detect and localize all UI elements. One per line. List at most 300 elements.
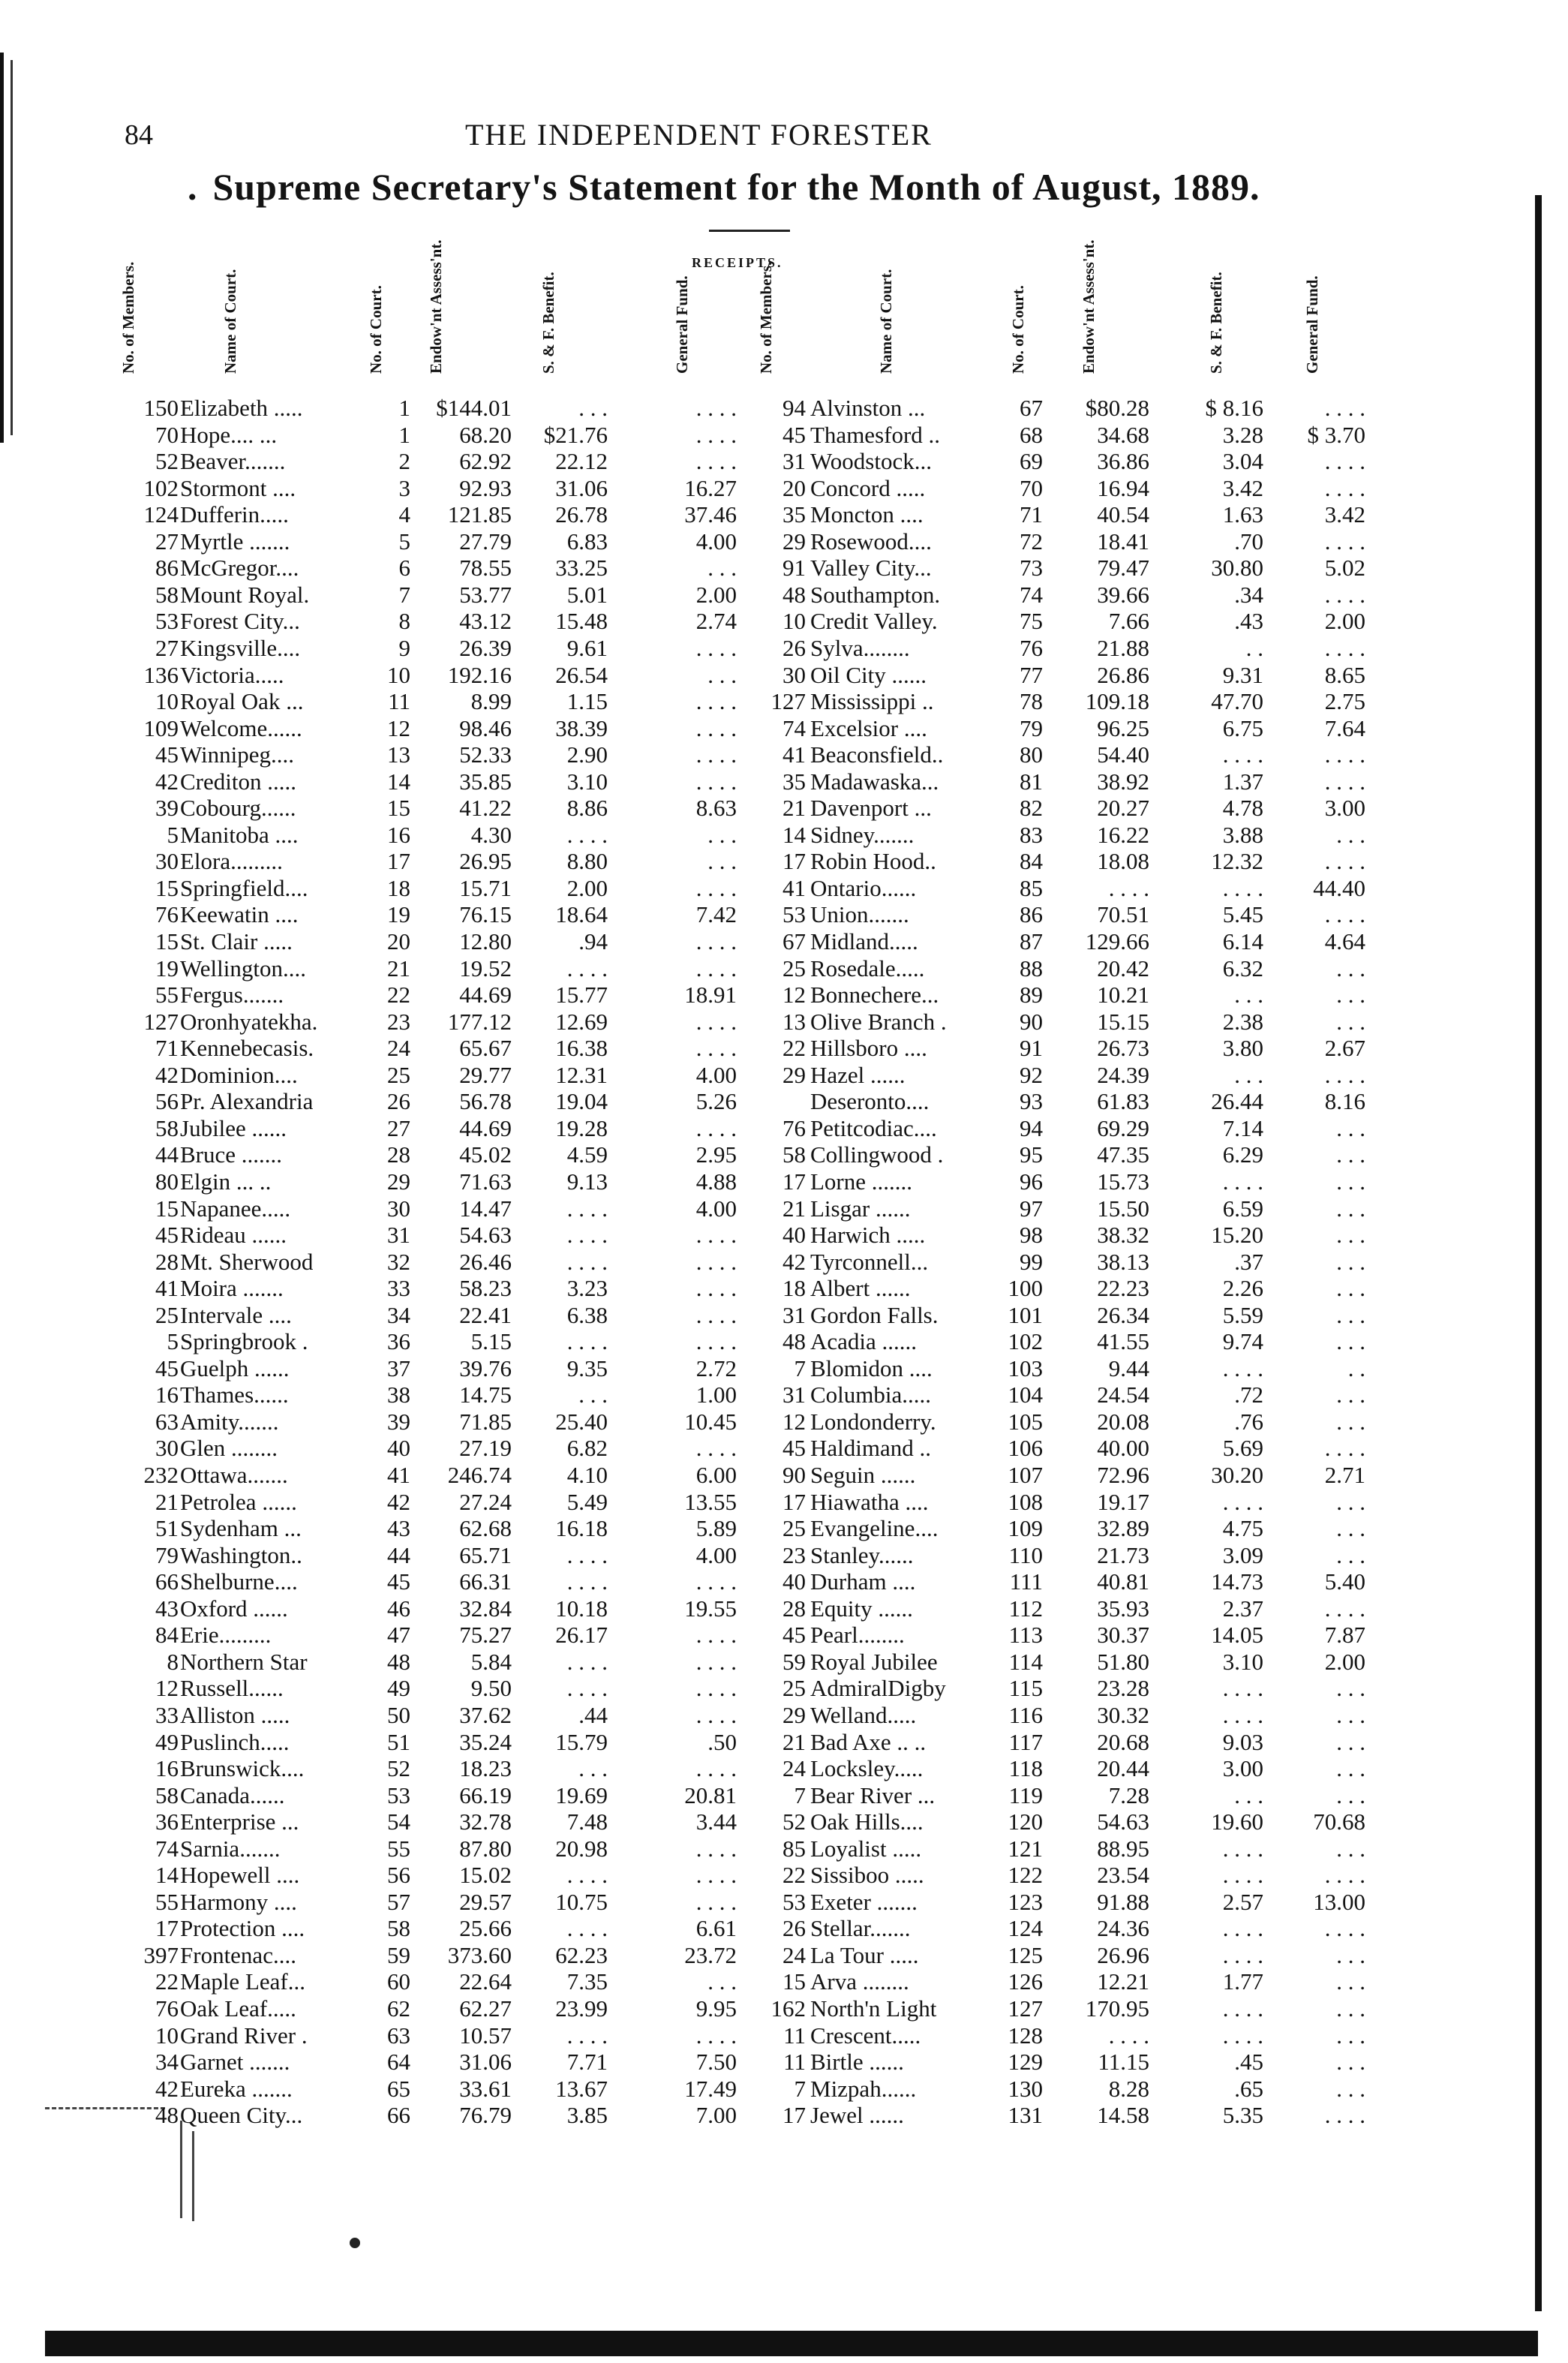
cell-endowment: 66.31 [459,1568,512,1595]
cell-members-2: 91 [782,555,806,582]
cell-members: 30 [155,848,179,875]
cell-members: 12 [155,1675,179,1702]
cell-members-2: 17 [782,1168,806,1195]
cell-members: 14 [155,1862,179,1889]
cell-members-2: 29 [782,1701,806,1728]
table-row [0,1009,1500,1035]
cell-court-number: 34 [387,1301,410,1328]
cell-endowment-2: 24.39 [1097,1061,1149,1088]
cell-court-number-2: 93 [1020,1088,1043,1115]
cell-endowment: 29.77 [459,1061,512,1088]
cell-sick-funeral: 22.12 [555,448,608,475]
cell-court-name-2: Bonnechere... [810,982,939,1009]
cell-court-name-2: Sissiboo ..... [810,1862,924,1889]
cell-court-name-2: Alvinston ... [810,395,926,421]
cell-sick-funeral-2: 3.00 [1222,1755,1263,1782]
cell-general-fund: 37.46 [684,501,737,528]
cell-court-name-2: Blomidon .... [810,1354,933,1381]
table-row [0,1408,1500,1435]
cell-court-number: 40 [387,1435,410,1462]
cell-general-fund-2: . . . [1336,1248,1365,1275]
cell-sick-funeral-2: 3.10 [1222,1648,1263,1675]
cell-members-2: 48 [782,581,806,608]
cell-court-name-2: Oil City ...... [810,661,927,688]
cell-court-name: Amity....... [180,1408,279,1435]
cell-court-name: Springbrook . [180,1328,308,1355]
cell-members-2: 25 [782,1515,806,1542]
cell-sick-funeral-2: . . . [1234,982,1263,1009]
scan-edge-bottom [45,2331,1538,2356]
cell-general-fund: 2.72 [695,1354,737,1381]
cell-court-name-2: Exeter ....... [810,1888,918,1915]
cell-members: 41 [155,1275,179,1302]
cell-endowment-2: 72.96 [1097,1462,1149,1488]
cell-endowment-2: 15.15 [1097,1008,1149,1035]
cell-members: 56 [155,1088,179,1115]
cell-members-2: 35 [782,501,806,528]
cell-endowment-2: 61.83 [1097,1088,1149,1115]
cell-members-2: 30 [782,661,806,688]
cell-court-name-2: Bear River ... [810,1781,936,1808]
cell-members-2: 26 [782,634,806,661]
cell-court-number: 8 [398,608,410,635]
cell-endowment-2: 19.17 [1097,1488,1149,1515]
cell-court-name-2: AdmiralDigby [810,1675,946,1702]
cell-court-name-2: Davenport ... [810,795,932,822]
cell-sick-funeral-2: 1.77 [1222,1968,1263,1995]
page-number: 84 [125,119,153,151]
cell-endowment-2: 69.29 [1097,1114,1149,1141]
cell-court-name-2: Mississippi .. [810,688,934,715]
table-row [0,688,1500,714]
cell-court-number: 59 [387,1941,410,1968]
cell-sick-funeral: 9.35 [566,1354,608,1381]
cell-sick-funeral: . . . . [566,1328,608,1355]
cell-sick-funeral: 9.13 [566,1168,608,1195]
cell-general-fund: 6.00 [695,1462,737,1488]
cell-general-fund-2: . . . [1336,955,1365,982]
cell-court-number-2: 80 [1020,741,1043,768]
cell-court-name: Victoria..... [180,661,284,688]
cell-court-name: Oak Leaf..... [180,1995,296,2022]
cell-court-name: Cobourg...... [180,795,296,822]
cell-court-number-2: 102 [1008,1328,1043,1355]
table-row [0,1782,1500,1808]
cell-members-2: 31 [782,448,806,475]
cell-endowment: 71.85 [459,1408,512,1435]
cell-endowment: 53.77 [459,581,512,608]
cell-endowment-2: 26.96 [1097,1941,1149,1968]
cell-court-name: Thames...... [180,1381,289,1408]
cell-court-name-2: Arva ........ [810,1968,909,1995]
table-row [0,2049,1500,2075]
cell-sick-funeral-2: 47.70 [1211,688,1263,715]
cell-sick-funeral: 15.77 [555,982,608,1009]
cell-members-2: 11 [783,2049,806,2076]
cell-members: 42 [155,768,179,795]
cell-members-2: 28 [782,1595,806,1622]
cell-general-fund: . . . . [695,1862,737,1889]
cell-court-name-2: Petitcodiac.... [810,1114,937,1141]
title-bullet: . [188,166,198,208]
cell-court-number: 54 [387,1808,410,1835]
cell-general-fund: 8.63 [695,795,737,822]
cell-endowment-2: 170.95 [1085,1995,1149,2022]
cell-members: 45 [155,741,179,768]
cell-endowment: 121.85 [447,501,512,528]
cell-endowment: 35.85 [459,768,512,795]
cell-general-fund-2: 4.64 [1324,928,1365,955]
cell-members-2: 41 [782,741,806,768]
cell-court-name: Royal Oak ... [180,688,304,715]
cell-members: 232 [143,1462,179,1488]
cell-members: 16 [155,1381,179,1408]
cell-general-fund-2: 70.68 [1313,1808,1365,1835]
cell-members-2: 90 [782,1462,806,1488]
cell-general-fund: 4.00 [695,528,737,555]
cell-court-number: 15 [387,795,410,822]
cell-court-name: Keewatin .... [180,901,299,928]
cell-endowment-2: 26.34 [1097,1301,1149,1328]
cell-general-fund-2: 2.75 [1324,688,1365,715]
cell-court-number: 25 [387,1061,410,1088]
cell-court-number: 44 [387,1541,410,1568]
cell-court-number: 6 [398,555,410,582]
table-row [0,448,1500,474]
cell-court-number-2: 103 [1008,1354,1043,1381]
cell-members: 74 [155,1835,179,1862]
cell-court-number-2: 82 [1020,795,1043,822]
cell-court-number: 49 [387,1675,410,1702]
cell-endowment-2: 79.47 [1097,555,1149,582]
cell-sick-funeral-2: 30.20 [1211,1462,1263,1488]
cell-sick-funeral-2: 2.37 [1222,1595,1263,1622]
cell-general-fund: . . . . [695,1648,737,1675]
cell-court-name: Northern Star [180,1648,308,1675]
cell-general-fund: 17.49 [684,2075,737,2102]
cell-court-number-2: 79 [1020,714,1043,741]
cell-court-number-2: 70 [1020,474,1043,501]
table-row [0,1275,1500,1301]
cell-members-2: 94 [782,395,806,421]
cell-endowment: 37.62 [459,1701,512,1728]
cell-general-fund-2: 8.16 [1324,1088,1365,1115]
cell-court-number: 18 [387,874,410,901]
cell-endowment: 56.78 [459,1088,512,1115]
cell-court-number: 24 [387,1035,410,1062]
cell-general-fund: . . . . [695,1568,737,1595]
table-row [0,1088,1500,1114]
cell-sick-funeral: 19.69 [555,1781,608,1808]
cell-members: 25 [155,1301,179,1328]
cell-sick-funeral-2: 9.31 [1222,661,1263,688]
cell-general-fund: . . . . [695,1035,737,1062]
cell-sick-funeral-2: . . . [1234,1781,1263,1808]
cell-endowment: 44.69 [459,1114,512,1141]
cell-endowment: 15.02 [459,1862,512,1889]
cell-endowment-2: 22.23 [1097,1275,1149,1302]
table-row [0,1035,1500,1061]
cell-members: 76 [155,1995,179,2022]
cell-endowment-2: 39.66 [1097,581,1149,608]
cell-court-name-2: Rosedale..... [810,955,925,982]
cell-court-name-2: Beaconsfield.. [810,741,944,768]
cell-endowment: 33.61 [459,2075,512,2102]
cell-court-name-2: Credit Valley. [810,608,938,635]
cell-members: 102 [143,474,179,501]
cell-sick-funeral: 62.23 [555,1941,608,1968]
header-endowment-2-text: Endow'nt Assess'nt. [1080,239,1098,374]
table-row [0,528,1500,555]
cell-court-number-2: 71 [1020,501,1043,528]
cell-sick-funeral-2: . . . . [1222,741,1263,768]
table-row [0,1328,1500,1354]
cell-court-name: Oxford ...... [180,1595,288,1622]
table-row [0,1835,1500,1862]
cell-court-name-2: Pearl........ [810,1622,905,1649]
cell-general-fund: . . . . [695,421,737,448]
cell-court-name: Kingsville.... [180,634,301,661]
cell-endowment: 75.27 [459,1622,512,1649]
cell-court-number: 52 [387,1755,410,1782]
cell-endowment: 4.30 [470,821,512,848]
cell-sick-funeral-2: 6.59 [1222,1195,1263,1222]
cell-sick-funeral: 2.00 [566,874,608,901]
cell-court-number: 62 [387,1995,410,2022]
cell-members: 15 [155,874,179,901]
header-general-fund [673,275,719,390]
cell-endowment: 92.93 [459,474,512,501]
cell-sick-funeral: 4.59 [566,1141,608,1168]
cell-court-name-2: Hiawatha .... [810,1488,929,1515]
cell-court-name: Stormont .... [180,474,296,501]
cell-court-number: 60 [387,1968,410,1995]
cell-members: 44 [155,1141,179,1168]
cell-endowment: 32.84 [459,1595,512,1622]
cell-court-name-2: Sylva........ [810,634,910,661]
cell-court-name-2: Midland..... [810,928,918,955]
cell-sick-funeral: 26.78 [555,501,608,528]
cell-members: 71 [155,1035,179,1062]
cell-general-fund: 2.95 [695,1141,737,1168]
cell-sick-funeral-2: .37 [1234,1248,1263,1275]
cell-general-fund-2: 8.65 [1324,661,1365,688]
table-row [0,1489,1500,1515]
cell-general-fund-2: 2.67 [1324,1035,1365,1062]
cell-court-number: 51 [387,1728,410,1755]
cell-general-fund: . . . [707,555,737,582]
cell-members: 19 [155,955,179,982]
cell-court-name-2: Tyrconnell... [810,1248,929,1275]
cell-court-number: 28 [387,1141,410,1168]
cell-general-fund: 6.61 [695,1915,737,1942]
cell-members-2: 21 [782,795,806,822]
cell-court-number-2: 87 [1020,928,1043,955]
cell-endowment: 39.76 [459,1354,512,1381]
header-general-fund-text: General Fund. [673,275,691,374]
cell-general-fund: . . . . [695,1114,737,1141]
cell-court-name: Shelburne.... [180,1568,298,1595]
cell-general-fund-2: . . . [1336,1275,1365,1302]
cell-general-fund: . . . . [695,1755,737,1782]
cell-court-name-2: Equity ...... [810,1595,913,1622]
scan-edge-left-line [11,60,13,435]
cell-court-name-2: Mizpah...... [810,2075,917,2102]
cell-members: 48 [155,2102,179,2129]
cell-sick-funeral: 38.39 [555,714,608,741]
cell-general-fund-2: 3.00 [1324,795,1365,822]
cell-sick-funeral-2: 1.63 [1222,501,1263,528]
cell-general-fund: . . . . [695,714,737,741]
cell-court-number-2: 120 [1008,1808,1043,1835]
cell-general-fund-2: . . . [1336,1195,1365,1222]
cell-sick-funeral-2: 14.05 [1211,1622,1263,1649]
cell-court-name: Brunswick.... [180,1755,305,1782]
cell-court-number-2: 101 [1008,1301,1043,1328]
table-row [0,1649,1500,1675]
cell-endowment: 68.20 [459,421,512,448]
cell-members: 34 [155,2049,179,2076]
cell-endowment-2: 15.50 [1097,1195,1149,1222]
table-row [0,2102,1500,2128]
cell-general-fund-2: . . . . [1324,474,1365,501]
cell-court-number-2: 117 [1008,1728,1043,1755]
cell-court-number: 29 [387,1168,410,1195]
cell-members: 84 [155,1622,179,1649]
cell-sick-funeral: . . . . [566,1862,608,1889]
table-row [0,1542,1500,1568]
cell-members: 58 [155,1781,179,1808]
cell-general-fund: . . . . [695,1675,737,1702]
cell-sick-funeral-2: 3.04 [1222,448,1263,475]
cell-sick-funeral-2: .34 [1234,581,1263,608]
cell-general-fund: 2.74 [695,608,737,635]
cell-members: 76 [155,901,179,928]
cell-endowment-2: 21.73 [1097,1541,1149,1568]
cell-sick-funeral: 15.48 [555,608,608,635]
cell-endowment: 192.16 [447,661,512,688]
cell-court-number: 21 [387,955,410,982]
cell-court-name: McGregor.... [180,555,299,582]
cell-endowment: 98.46 [459,714,512,741]
cell-general-fund-2: . . . . [1324,741,1365,768]
cell-court-number: 1 [398,421,410,448]
cell-endowment-2: 30.32 [1097,1701,1149,1728]
header-sick-funeral-2-text: S. & F. Benefit. [1207,272,1225,374]
cell-court-number-2: 114 [1008,1648,1043,1675]
cell-sick-funeral: . . . . [566,2022,608,2049]
cell-endowment-2: . . . . [1108,874,1149,901]
cell-members: 5 [167,821,179,848]
header-sick-funeral-text: S. & F. Benefit. [539,272,557,374]
cell-members: 15 [155,1195,179,1222]
table-row [0,1062,1500,1088]
cell-members: 63 [155,1408,179,1435]
cell-members: 58 [155,581,179,608]
cell-court-name: Bruce ....... [180,1141,283,1168]
cell-sick-funeral-2: 9.74 [1222,1328,1263,1355]
cell-court-name-2: Excelsior .... [810,714,927,741]
cell-members-2: 59 [782,1648,806,1675]
cell-endowment-2: 20.44 [1097,1755,1149,1782]
cell-court-number-2: 85 [1020,874,1043,901]
cell-members: 79 [155,1541,179,1568]
table-row [0,662,1500,688]
cell-general-fund: . . . . [695,1301,737,1328]
cell-sick-funeral-2: . . . . [1222,1701,1263,1728]
cell-endowment-2: 47.35 [1097,1141,1149,1168]
cell-general-fund: . . . [707,821,737,848]
cell-sick-funeral-2: .43 [1234,608,1263,635]
cell-members-2: 53 [782,1888,806,1915]
cell-court-number-2: 92 [1020,1061,1043,1088]
cell-general-fund: .50 [707,1728,737,1755]
cell-court-name-2: Valley City... [810,555,932,582]
cell-court-name-2: Stellar....... [810,1915,911,1942]
cell-members-2: 22 [782,1035,806,1062]
cell-general-fund-2: . . . [1336,1008,1365,1035]
cell-court-number-2: 116 [1008,1701,1043,1728]
cell-court-name-2: Concord ..... [810,474,926,501]
cell-members-2: 76 [782,1114,806,1141]
cell-endowment: 27.24 [459,1488,512,1515]
table-row [0,848,1500,874]
table-row [0,2076,1500,2102]
cell-endowment-2: 21.88 [1097,634,1149,661]
cell-court-number: 48 [387,1648,410,1675]
cell-members-2: 74 [782,714,806,741]
cell-members: 397 [143,1941,179,1968]
cell-court-number-2: 128 [1008,2022,1043,2049]
cell-sick-funeral: 25.40 [555,1408,608,1435]
cell-court-name-2: Rosewood.... [810,528,932,555]
cell-court-name: Manitoba .... [180,821,299,848]
cell-court-number-2: 83 [1020,821,1043,848]
cell-general-fund-2: . . . [1336,1168,1365,1195]
cell-court-name: Pr. Alexandria [180,1088,314,1115]
cell-endowment-2: . . . . [1108,2022,1149,2049]
cell-court-name-2: Madawaska... [810,768,939,795]
cell-members-2: 53 [782,901,806,928]
cell-court-number-2: 111 [1009,1568,1043,1595]
cell-endowment: 76.15 [459,901,512,928]
cell-general-fund-2: 2.00 [1324,608,1365,635]
table-row [0,2022,1500,2049]
cell-members: 55 [155,1888,179,1915]
cell-sick-funeral-2: 4.78 [1222,795,1263,822]
cell-court-name-2: Birtle ...... [810,2049,904,2076]
table-row [0,875,1500,901]
cell-general-fund: . . . . [695,768,737,795]
cell-sick-funeral-2: 30.80 [1211,555,1263,582]
cell-sick-funeral-2: . . . . [1222,2022,1263,2049]
table-row [0,555,1500,581]
cell-court-number-2: 90 [1020,1008,1043,1035]
table-row [0,955,1500,982]
cell-members: 28 [155,1248,179,1275]
cell-members-2: 24 [782,1755,806,1782]
cell-members: 16 [155,1755,179,1782]
cell-court-number: 1 [398,395,410,421]
table-row [0,901,1500,927]
cell-members: 150 [143,395,179,421]
cell-court-number-2: 130 [1008,2075,1043,2102]
cell-sick-funeral-2: .65 [1234,2075,1263,2102]
cell-court-name-2: Acadia ...... [810,1328,918,1355]
cell-general-fund: . . . . [695,955,737,982]
cell-court-number: 2 [398,448,410,475]
cell-sick-funeral: . . . . [566,1222,608,1249]
